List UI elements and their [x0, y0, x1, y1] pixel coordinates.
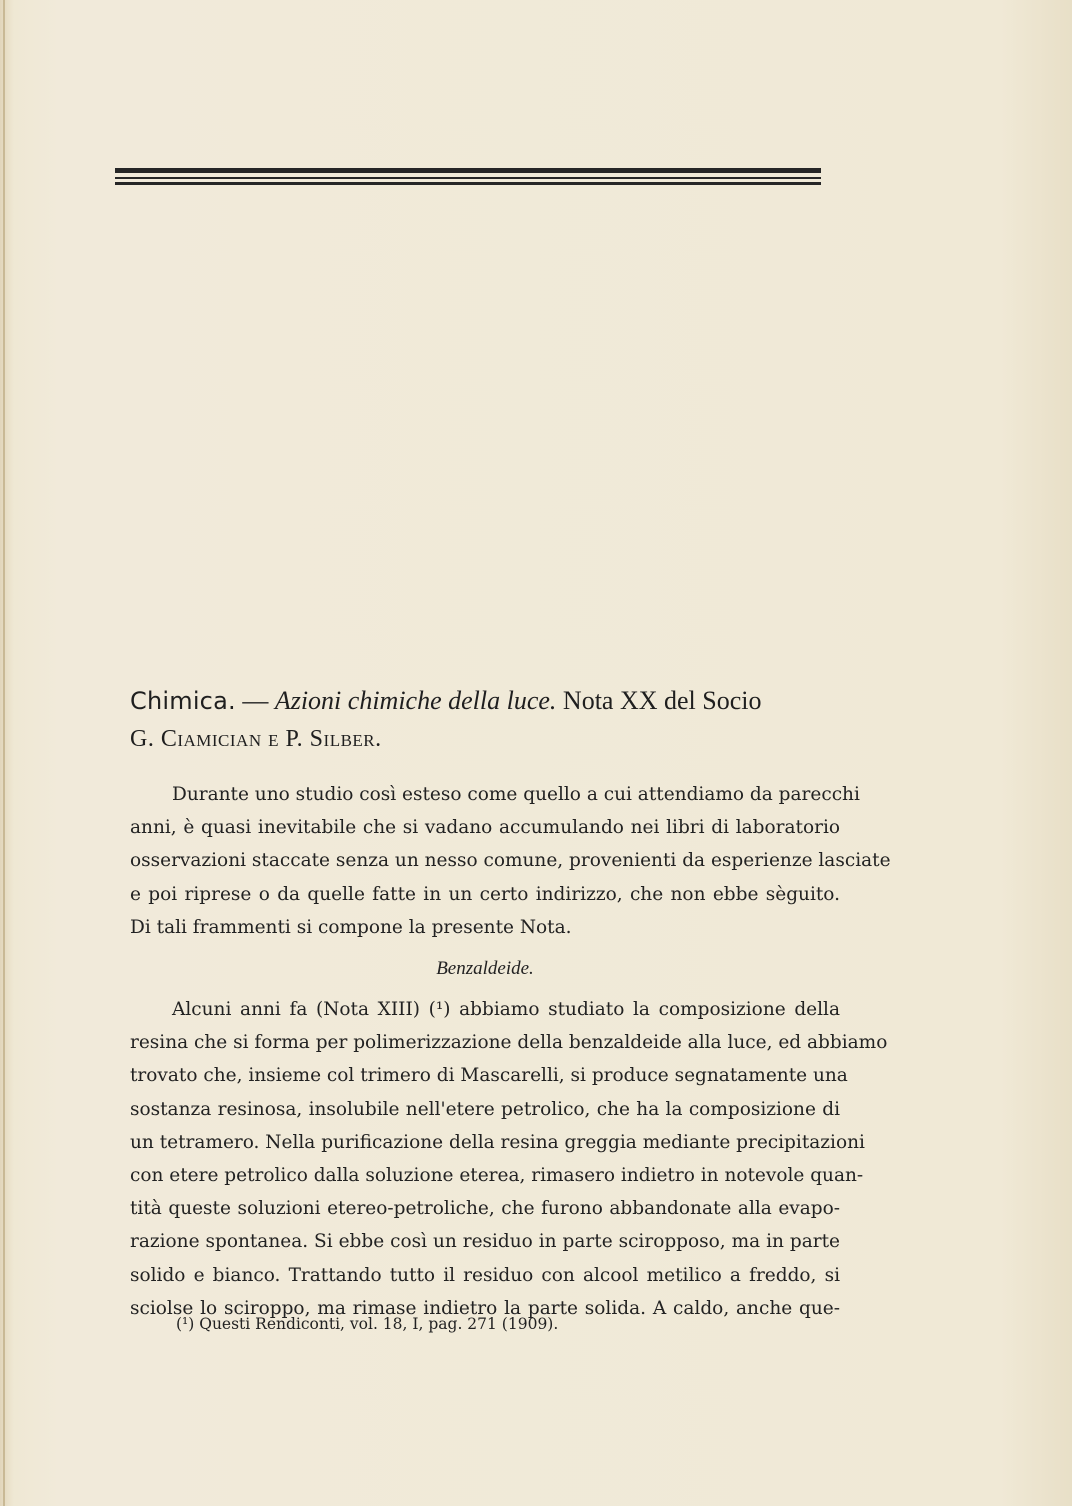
paragraph-line: solido e bianco. Trattando tutto il residuo con alcool metilico a freddo, si [130, 1264, 840, 1286]
paragraph-intro [130, 778, 891, 944]
paragraph-line: osservazioni staccate senza un nesso comune, provenienti da esperienze lasciate [130, 850, 891, 872]
paragraph-line: un tetramero. Nella purificazione della resina greggia mediante precipitazioni [130, 1131, 865, 1153]
section-heading: Benzaldeide. [436, 958, 534, 979]
note-label: Nota XX del Socio [556, 686, 762, 715]
article-header [130, 682, 840, 758]
footnote: (¹) Questi Rendiconti, vol. 18, I, pag. 271 (1909). [176, 1315, 559, 1333]
header-rule-thin [115, 177, 821, 179]
title-dash: — [235, 686, 275, 715]
paragraph-line: trovato che, insieme col trimero di Mascarelli, si produce segnatamente una [130, 1065, 848, 1087]
paragraph-line: Alcuni anni fa (Nota XIII) (¹) abbiamo studiato la composizione della [172, 999, 840, 1020]
discipline-label: Chimica. [130, 687, 236, 715]
paragraph-line: sciolse lo sciroppo, ma rimase indietro la parte solida. A caldo, anche que- [130, 1297, 840, 1319]
paragraph-line: tità queste soluzioni etereo-petroliche, che furono abbandonate alla evapo- [130, 1198, 840, 1220]
paragraph-line: Durante uno studio così esteso come quello a cui attendiamo da parecchi [172, 784, 860, 805]
article-subject: Azioni chimiche della luce. [274, 686, 557, 715]
page-edge [3, 0, 5, 1506]
authors-line: G. Ciamician e P. Silber. [130, 726, 382, 752]
paragraph-line: resina che si forma per polimerizzazione della benzaldeide alla luce, ed abbiamo [130, 1032, 888, 1054]
paragraph-line: anni, è quasi inevitabile che si vadano accumulando nei libri di laboratorio [130, 817, 840, 839]
header-rule-thick [115, 168, 821, 173]
paragraph-line: con etere petrolico dalla soluzione eterea, rimasero indietro in notevole quan- [130, 1165, 864, 1187]
paragraph-line: e poi riprese o da quelle fatte in un certo indirizzo, che non ebbe sèguito. [130, 883, 840, 905]
paragraph-benzaldeide [130, 993, 888, 1325]
paragraph-line: razione spontanea. Si ebbe così un residuo in parte sciropposo, ma in parte [130, 1231, 840, 1253]
paragraph-line: Di tali frammenti si compone la presente Nota. [130, 916, 572, 938]
header-rule-bottom [115, 182, 821, 185]
title-line [130, 682, 840, 720]
paragraph-line: sostanza resinosa, insolubile nell'etere petrolico, che ha la composizione di [130, 1098, 840, 1120]
